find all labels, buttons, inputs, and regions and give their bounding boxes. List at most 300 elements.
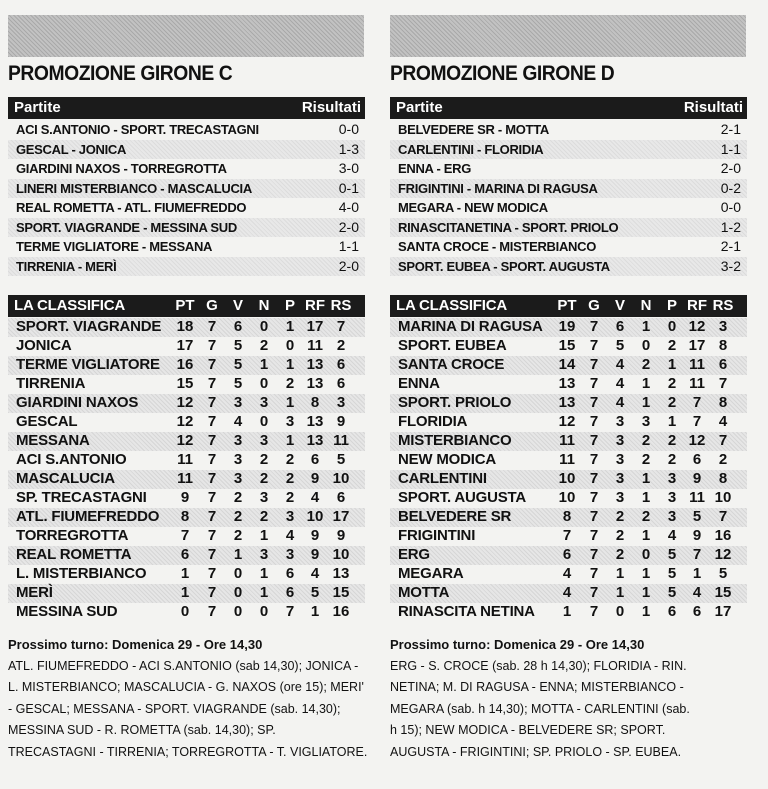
match-result: 1-1 (338, 238, 359, 254)
standings-g: 7 (589, 565, 599, 582)
standings-rf: 9 (692, 527, 702, 544)
standings-v: 3 (233, 432, 243, 449)
standings-rs: 16 (714, 527, 732, 544)
standings-g: 7 (207, 489, 217, 506)
standings-n: 2 (641, 451, 651, 468)
standings-p: 1 (285, 394, 295, 411)
standings-team: L. MISTERBIANCO (16, 565, 147, 582)
matches-header-results: Risultati (301, 99, 361, 116)
standings-v: 4 (233, 413, 243, 430)
standings-g: 7 (207, 337, 217, 354)
match-result: 3-2 (720, 257, 741, 274)
next-round-line: TRECASTAGNI - TIRRENIA; TORREGROTTA - T. VIGLIATORE. (8, 744, 368, 759)
match-teams: SANTA CROCE - MISTERBIANCO (398, 239, 597, 254)
standings-row (390, 508, 747, 527)
standings-n: 1 (641, 527, 651, 544)
standings-v: 3 (233, 394, 243, 411)
match-teams: RINASCITANETINA - SPORT. PRIOLO (398, 219, 619, 235)
standings-rf: 7 (692, 394, 702, 411)
standings-pt: 6 (562, 546, 572, 563)
standings-row (8, 527, 365, 546)
match-teams: BELVEDERE SR - MOTTA (398, 122, 549, 137)
standings-p: 2 (285, 489, 295, 506)
standings-row (390, 337, 747, 356)
standings-n: 0 (641, 546, 651, 563)
standings-rs: 6 (336, 375, 346, 392)
standings-p: 3 (667, 470, 677, 487)
standings-p: 2 (667, 375, 677, 392)
standings-g: 7 (589, 318, 599, 335)
standings-rs: 6 (336, 489, 346, 506)
standings-n: 3 (259, 489, 269, 506)
standings-row (8, 584, 365, 603)
match-row (8, 159, 365, 179)
standings-team: MARINA DI RAGUSA (398, 318, 543, 335)
standings-list (8, 318, 365, 622)
standings-p: 5 (667, 565, 677, 582)
match-row (8, 179, 365, 199)
standings-pt: 11 (177, 451, 193, 468)
standings-list (390, 318, 747, 622)
standings-pt: 15 (176, 375, 194, 392)
standings-p: 1 (285, 432, 295, 449)
standings-header-p: P (284, 297, 295, 314)
standings-n: 1 (641, 565, 651, 582)
standings-v: 3 (233, 451, 243, 468)
match-row (390, 257, 747, 277)
standings-v: 6 (233, 318, 243, 335)
standings-team: MEGARA (398, 565, 464, 582)
standings-p: 6 (285, 584, 295, 601)
standings-team: GIARDINI NAXOS (16, 394, 139, 411)
standings-rf: 4 (692, 584, 702, 601)
header-band (8, 15, 364, 57)
standings-row (390, 489, 747, 508)
standings-row (8, 394, 365, 413)
standings-p: 4 (285, 527, 295, 544)
standings-v: 5 (233, 356, 243, 373)
standings-v: 4 (615, 356, 625, 373)
standings-g: 7 (207, 603, 217, 620)
matches-header-teams: Partite (14, 99, 61, 116)
standings-rf: 13 (306, 375, 324, 392)
standings-rs: 4 (718, 413, 728, 430)
standings-rf: 10 (306, 508, 324, 525)
match-result: 3-0 (338, 160, 359, 176)
standings-pt: 1 (562, 603, 572, 620)
standings-row (390, 584, 747, 603)
standings-rf: 11 (689, 375, 705, 392)
standings-rs: 8 (718, 394, 728, 411)
standings-n: 1 (641, 318, 651, 335)
matches-header-results: Risultati (683, 99, 743, 116)
standings-pt: 13 (558, 375, 576, 392)
standings-header-rf: RF (305, 297, 325, 314)
next-round-line: L. MISTERBIANCO; MASCALUCIA - G. NAXOS (ore 15); MERI' (8, 680, 364, 694)
standings-p: 0 (667, 318, 677, 335)
next-round-line: ERG - S. CROCE (sab. 28 h 14,30); FLORIDIA - RIN. (390, 658, 687, 673)
standings-rf: 12 (688, 432, 706, 449)
standings-p: 3 (285, 413, 295, 430)
standings-rf: 12 (688, 318, 706, 335)
standings-g: 7 (589, 394, 599, 411)
match-row (8, 237, 365, 257)
standings-v: 0 (233, 565, 243, 582)
standings-rs: 3 (336, 394, 346, 411)
standings-row (390, 413, 747, 432)
standings-g: 7 (207, 508, 217, 525)
standings-rf: 9 (310, 527, 320, 544)
standings-pt: 11 (559, 432, 575, 449)
standings-rf: 9 (692, 470, 702, 487)
standings-rs: 17 (332, 508, 350, 525)
standings-team: NEW MODICA (398, 451, 496, 468)
standings-g: 7 (207, 432, 217, 449)
section-title: PROMOZIONE GIRONE D (390, 62, 615, 85)
standings-v: 0 (233, 603, 243, 620)
standings-row (390, 470, 747, 489)
standings-pt: 12 (176, 394, 194, 411)
standings-row (8, 356, 365, 375)
standings-team: TERME VIGLIATORE (16, 356, 160, 373)
standings-n: 2 (259, 451, 269, 468)
standings-rf: 5 (692, 508, 702, 525)
standings-g: 7 (207, 527, 217, 544)
standings-pt: 4 (562, 565, 572, 582)
standings-team: CARLENTINI (398, 470, 487, 487)
standings-g: 7 (589, 356, 599, 373)
next-round-line: h 15); NEW MODICA - BELVEDERE SR; SPORT. (390, 723, 666, 737)
standings-pt: 13 (558, 394, 576, 411)
standings-rf: 11 (689, 356, 705, 373)
match-row (390, 120, 747, 140)
standings-p: 7 (285, 603, 295, 620)
standings-team: ENNA (398, 375, 440, 392)
standings-n: 3 (259, 546, 269, 563)
match-result: 0-2 (720, 179, 741, 196)
standings-rf: 7 (692, 413, 702, 430)
standings-v: 4 (615, 394, 625, 411)
standings-team: MISTERBIANCO (398, 432, 512, 449)
standings-g: 7 (207, 470, 217, 487)
standings-rs: 6 (336, 356, 346, 373)
standings-team: SPORT. VIAGRANDE (16, 318, 162, 335)
standings-rs: 9 (336, 527, 346, 544)
standings-rf: 6 (692, 603, 702, 620)
standings-rf: 11 (307, 337, 323, 354)
standings-rs: 3 (718, 318, 728, 335)
standings-p: 6 (667, 603, 677, 620)
standings-row (390, 565, 747, 584)
match-row (390, 218, 747, 238)
next-round-title: Prossimo turno: Domenica 29 - Ore 14,30 (390, 637, 645, 652)
standings-team: BELVEDERE SR (398, 508, 512, 525)
standings-v: 2 (233, 527, 243, 544)
standings-team: SPORT. PRIOLO (398, 394, 512, 411)
standings-rs: 10 (332, 470, 350, 487)
standings-p: 3 (667, 489, 677, 506)
standings-p: 4 (667, 527, 677, 544)
standings-p: 2 (285, 375, 295, 392)
standings-p: 1 (667, 413, 677, 430)
standings-rs: 17 (714, 603, 732, 620)
match-teams: FRIGINTINI - MARINA DI RAGUSA (398, 180, 598, 196)
standings-row (390, 394, 747, 413)
standings-rs: 7 (718, 432, 728, 449)
match-result: 1-3 (338, 140, 359, 157)
standings-n: 2 (641, 432, 651, 449)
match-row (8, 140, 365, 160)
standings-p: 0 (285, 337, 295, 354)
standings-n: 1 (641, 584, 651, 601)
standings-p: 5 (667, 584, 677, 601)
standings-rs: 5 (718, 565, 728, 582)
match-result: 0-0 (338, 121, 359, 137)
standings-v: 4 (615, 375, 625, 392)
standings-pt: 16 (176, 356, 194, 373)
header-band (390, 15, 746, 57)
standings-row (390, 603, 747, 622)
standings-rf: 8 (310, 394, 320, 411)
standings-header (8, 295, 365, 317)
standings-pt: 7 (180, 527, 190, 544)
next-round (8, 634, 368, 763)
standings-rs: 7 (718, 508, 728, 525)
standings-header-n: N (640, 297, 652, 314)
standings-n: 1 (641, 394, 651, 411)
match-teams: SPORT. EUBEA - SPORT. AUGUSTA (398, 258, 610, 274)
standings-n: 1 (259, 356, 269, 373)
standings-n: 2 (641, 356, 651, 373)
match-result: 2-0 (720, 160, 741, 176)
standings-n: 0 (259, 603, 269, 620)
standings-row (8, 508, 365, 527)
standings-n: 3 (641, 413, 651, 430)
standings-header-team: LA CLASSIFICA (396, 297, 508, 314)
standings-team: JONICA (16, 337, 72, 354)
next-round-line: NETINA; M. DI RAGUSA - ENNA; MISTERBIANCO - (390, 680, 684, 694)
match-teams: MEGARA - NEW MODICA (398, 200, 548, 215)
standings-p: 2 (667, 451, 677, 468)
standings-n: 1 (641, 489, 651, 506)
standings-g: 7 (207, 375, 217, 392)
standings-team: SANTA CROCE (398, 356, 505, 373)
matches-header-teams: Partite (396, 99, 443, 116)
standings-p: 2 (285, 470, 295, 487)
standings-g: 7 (589, 546, 599, 563)
standings-row (390, 451, 747, 470)
match-row (390, 237, 747, 257)
standings-rf: 9 (310, 546, 320, 563)
standings-n: 0 (259, 318, 269, 335)
standings-g: 7 (589, 584, 599, 601)
match-row (390, 198, 747, 218)
standings-row (390, 375, 747, 394)
standings-row (8, 451, 365, 470)
standings-rs: 7 (336, 318, 346, 335)
standings-g: 7 (207, 318, 217, 335)
standings-team: SPORT. EUBEA (398, 337, 507, 354)
standings-header-n: N (258, 297, 270, 314)
standings-rs: 13 (332, 565, 350, 582)
standings-row (390, 318, 747, 337)
standings-rf: 4 (310, 489, 320, 506)
matches-list (8, 120, 365, 276)
standings-p: 2 (667, 432, 677, 449)
standings-pt: 18 (176, 318, 194, 335)
standings-g: 7 (589, 527, 599, 544)
standings-rs: 15 (714, 584, 732, 601)
standings-pt: 11 (177, 470, 193, 487)
standings-team: MERÌ (16, 584, 53, 601)
standings-row (8, 603, 365, 622)
standings-rf: 1 (310, 603, 320, 620)
standings-p: 3 (667, 508, 677, 525)
standings-v: 2 (233, 508, 243, 525)
standings-team: FRIGINTINI (398, 527, 476, 544)
standings-g: 7 (207, 546, 217, 563)
standings-team: REAL ROMETTA (16, 546, 132, 563)
standings-rf: 13 (306, 413, 324, 430)
standings-v: 5 (615, 337, 625, 354)
standings-p: 1 (285, 318, 295, 335)
standings-rf: 13 (306, 432, 324, 449)
standings-team: MESSANA (16, 432, 90, 449)
standings-g: 7 (589, 432, 599, 449)
standings-v: 1 (615, 565, 625, 582)
match-row (8, 120, 365, 140)
match-row (8, 198, 365, 218)
standings-p: 1 (285, 356, 295, 373)
standings-rs: 8 (718, 470, 728, 487)
standings-rs: 9 (336, 413, 346, 430)
standings-team: ATL. FIUMEFREDDO (16, 508, 160, 525)
standings-n: 3 (259, 432, 269, 449)
standings-g: 7 (589, 603, 599, 620)
standings-rf: 6 (310, 451, 320, 468)
standings-v: 1 (233, 546, 243, 563)
standings-row (390, 546, 747, 565)
standings-rs: 2 (336, 337, 346, 354)
standings-team: SPORT. AUGUSTA (398, 489, 527, 506)
match-result: 0-1 (338, 179, 359, 196)
next-round-line: ATL. FIUMEFREDDO - ACI S.ANTONIO (sab 14,30); JONICA - (8, 658, 359, 673)
match-row (390, 159, 747, 179)
match-teams: REAL ROMETTA - ATL. FIUMEFREDDO (16, 200, 247, 215)
standings-row (8, 337, 365, 356)
matches-header (390, 97, 747, 119)
standings-team: ERG (398, 546, 430, 563)
standings-team: FLORIDIA (398, 413, 468, 430)
standings-pt: 1 (180, 565, 190, 582)
standings-v: 6 (615, 318, 625, 335)
standings-rs: 10 (714, 489, 732, 506)
standings-n: 0 (259, 375, 269, 392)
standings-g: 7 (207, 451, 217, 468)
standings-v: 5 (233, 337, 243, 354)
standings-row (8, 489, 365, 508)
standings-v: 2 (615, 508, 625, 525)
standings-g: 7 (207, 565, 217, 582)
standings-rf: 9 (310, 470, 320, 487)
standings-g: 7 (589, 508, 599, 525)
standings-team: MASCALUCIA (16, 470, 115, 487)
match-result: 2-0 (338, 218, 359, 235)
standings-p: 6 (285, 565, 295, 582)
standings-pt: 9 (180, 489, 190, 506)
standings-pt: 0 (180, 603, 190, 620)
standings-pt: 12 (176, 432, 194, 449)
match-row (390, 179, 747, 199)
standings-p: 2 (667, 337, 677, 354)
standings-n: 0 (259, 413, 269, 430)
next-round-line: - GESCAL; MESSANA - SPORT. VIAGRANDE (sab. 14,30); (8, 701, 341, 716)
standings-g: 7 (589, 451, 599, 468)
standings-team: RINASCITA NETINA (398, 603, 535, 620)
next-round-line: MEGARA (sab. h 14,30); MOTTA - CARLENTINI (sab. (390, 701, 690, 716)
standings-rf: 17 (306, 318, 324, 335)
standings-n: 1 (641, 375, 651, 392)
standings-row (390, 356, 747, 375)
next-round-line: MESSINA SUD - R. ROMETTA (sab. 14,30); SP. (8, 723, 276, 737)
standings-p: 3 (285, 546, 295, 563)
standings-rf: 17 (688, 337, 706, 354)
standings-rs: 16 (332, 603, 350, 620)
standings-v: 3 (615, 432, 625, 449)
match-teams: GIARDINI NAXOS - TORREGROTTA (16, 161, 227, 176)
standings-pt: 1 (180, 584, 190, 601)
match-row (390, 140, 747, 160)
standings-v: 1 (615, 584, 625, 601)
standings-v: 3 (615, 470, 625, 487)
standings-header-rf: RF (687, 297, 707, 314)
standings-pt: 6 (180, 546, 190, 563)
standings-pt: 4 (562, 584, 572, 601)
standings-header-pt: PT (175, 297, 195, 314)
standings-row (8, 318, 365, 337)
standings-p: 1 (667, 356, 677, 373)
match-result: 2-1 (720, 238, 741, 254)
standings-team: MOTTA (398, 584, 450, 601)
match-teams: ACI S.ANTONIO - SPORT. TRECASTAGNI (16, 122, 259, 137)
standings-pt: 7 (562, 527, 572, 544)
match-result: 4-0 (338, 199, 359, 215)
standings-p: 2 (285, 451, 295, 468)
match-teams: TERME VIGLIATORE - MESSANA (16, 239, 213, 254)
standings-rs: 6 (718, 356, 728, 373)
standings-v: 5 (233, 375, 243, 392)
standings-v: 3 (615, 451, 625, 468)
standings-rs: 7 (718, 375, 728, 392)
standings-header-p: P (666, 297, 677, 314)
standings-row (8, 470, 365, 489)
standings-v: 3 (615, 489, 625, 506)
matches-header (8, 97, 365, 119)
standings-team: ACI S.ANTONIO (16, 451, 127, 468)
standings-team: SP. TRECASTAGNI (16, 489, 147, 506)
standings-g: 7 (589, 375, 599, 392)
standings-n: 2 (259, 470, 269, 487)
standings-team: TIRRENIA (16, 375, 86, 392)
standings-row (8, 375, 365, 394)
standings-g: 7 (207, 394, 217, 411)
standings-n: 2 (259, 508, 269, 525)
standings-pt: 11 (559, 451, 575, 468)
standings-pt: 8 (180, 508, 190, 525)
standings-rs: 8 (718, 337, 728, 354)
standings-n: 0 (641, 337, 651, 354)
match-teams: ENNA - ERG (398, 161, 472, 176)
